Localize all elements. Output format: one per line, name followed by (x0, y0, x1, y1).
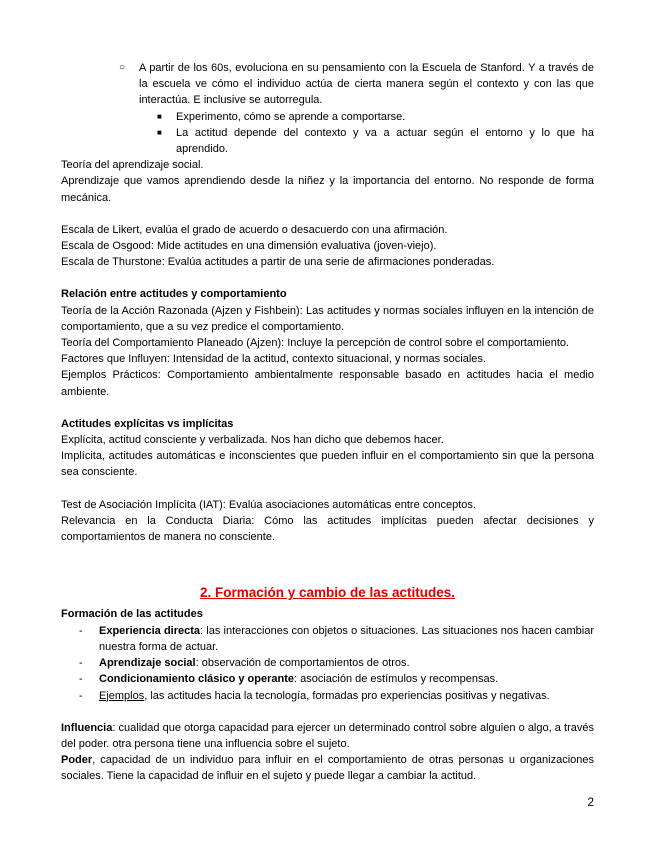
power-para: Poder, capacidad de un individuo para influir en el comportamiento de otras personas u organizaciones sociales. Tiene la capacidad de influir en el sujeto y puede llegar a cambiar la actitud. (61, 754, 594, 783)
formation-heading: Formación de las actitudes (61, 608, 203, 621)
hollow-circle-bullet-icon: ○ (119, 62, 126, 73)
relation-para: Teoría de la Acción Razonada (Ajzen y Fishbein): Las actitudes y normas sociales influyen en la intención de comportamiento, que a su vez predice el comportamiento. (61, 304, 594, 333)
relation-para: Teoría del Comportamiento Planeado (Ajzen): Incluye la percepción de control sobre el comportamiento. (61, 337, 570, 350)
square-bullet-icon: ■ (157, 127, 162, 137)
relevance-para: Relevancia en la Conducta Diaria: Cómo las actitudes implícitas pueden afectar decisiones y comportamientos de manera no consciente. (61, 514, 594, 544)
page-number: 2 (587, 795, 594, 809)
social-theory-text: Aprendizaje que vamos aprendiendo desde la niñez y la importancia del entorno. No responde de forma mecánica. (61, 175, 594, 204)
scale-thurstone: Escala de Thurstone: Evalúa actitudes a partir de una serie de afirmaciones ponderadas. (61, 256, 495, 269)
influence-para: Influencia: cualidad que otorga capacidad para ejercer un determinado control sobre alguien o algo, a través del poder. otra persona tiene una influencia sobre el sujeto. (61, 721, 594, 750)
dash-bullet-icon: - (79, 689, 83, 702)
explicit-para: Explícita, actitud consciente y verbalizada. Nos han dicho que debemos hacer. (61, 434, 444, 447)
list-item: - Experiencia directa: las interacciones con objetos o situaciones. Las situaciones nos hacen cambiar nuestra forma de actuar. (79, 624, 594, 653)
list-item: - Ejemplos, las actitudes hacia la tecnología, formadas pro experiencias positivas y negativas. (61, 688, 594, 704)
sublist-item: ○ A partir de los 60s, evoluciona en su pensamiento con la Escuela de Stanford. Y a través de la escuela ve cómo el individuo actúa de cierta manera según el contexto y con las que interactúa. E inclusive se autorregula. (119, 62, 594, 107)
iat-para: Test de Asociación Implícita (IAT): Evalúa asociaciones automáticas entre conceptos. (61, 498, 476, 511)
relation-para: Ejemplos Prácticos: Comportamiento ambientalmente responsable basado en actitudes hacia el medio ambiente. (61, 369, 594, 398)
relation-para: Factores que Influyen: Intensidad de la actitud, contexto situacional, y normas sociales. (61, 353, 486, 366)
scale-osgood: Escala de Osgood: Mide actitudes en una dimensión evaluativa (joven-viejo). (61, 240, 437, 253)
dash-bullet-icon: - (79, 624, 83, 637)
section-title: 2. Formación y cambio de las actitudes. (199, 585, 456, 601)
list-item: - Aprendizaje social: observación de comportamientos de otros. (61, 655, 594, 671)
document-page (61, 60, 594, 785)
list-item: - Condicionamiento clásico y operante: asociación de estímulos y recompensas. (61, 671, 594, 687)
dash-bullet-icon: - (79, 673, 83, 686)
explicit-heading: Actitudes explícitas vs implícitas (61, 417, 234, 430)
square-list-item: ■ La actitud depende del contexto y va a actuar según el entorno y lo que ha aprendido. (157, 126, 594, 156)
square-list-item: ■ Experimento, cómo se aprende a comportarse. (61, 109, 594, 125)
scale-likert: Escala de Likert, evalúa el grado de acuerdo o desacuerdo con una afirmación. (61, 223, 448, 236)
dash-bullet-icon: - (79, 657, 83, 670)
social-theory-title: Teoría del aprendizaje social. (61, 159, 204, 172)
relation-heading: Relación entre actitudes y comportamiento (61, 288, 287, 301)
square-bullet-icon: ■ (157, 111, 162, 121)
implicit-para: Implícita, actitudes automáticas e inconscientes que pueden influir en el comportamiento sin que la persona sea consciente. (61, 450, 594, 479)
